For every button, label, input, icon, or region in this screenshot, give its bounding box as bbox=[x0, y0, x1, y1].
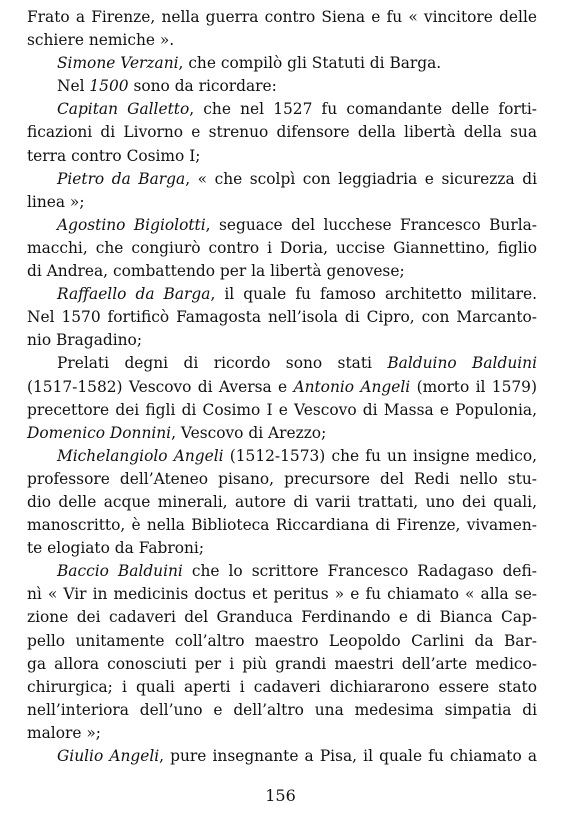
text-run: Nel 1570 fortificò Famagosta nell’isola di Cipro, con Marcanto- bbox=[27, 308, 537, 327]
text-run: sono da ricordare: bbox=[128, 77, 277, 96]
text-line bbox=[27, 445, 537, 468]
text-run: , seguace del lucchese Francesco Burla- bbox=[205, 215, 538, 234]
text-run: macchi, che congiurò contro i Doria, uccise Giannettino, figlio bbox=[27, 238, 537, 257]
text-run: nio Bragadino; bbox=[27, 331, 143, 350]
italic-name: Giulio Angeli bbox=[57, 747, 160, 765]
text-run: , pure insegnante a Pisa, il quale fu chiamato a bbox=[159, 747, 537, 765]
text-run: linea »; bbox=[27, 192, 85, 211]
text-line bbox=[27, 191, 537, 214]
text-run: di Andrea, combattendo per la libertà genovese; bbox=[27, 262, 405, 281]
text-run: nell’interiora dell’uno e dell’altro una medesima simpatia di bbox=[27, 700, 537, 719]
text-run: zione dei cadaveri del Granduca Ferdinando e di Bianca Cap- bbox=[27, 608, 537, 627]
paragraph bbox=[27, 168, 537, 214]
paragraph bbox=[27, 98, 537, 167]
text-run: professore dell’Ateneo pisano, precursore del Redi nello stu- bbox=[27, 469, 537, 488]
text-line bbox=[27, 560, 537, 583]
italic-name: Baccio Balduini bbox=[57, 562, 183, 581]
text-line bbox=[27, 468, 537, 491]
page-number: 156 bbox=[265, 786, 296, 805]
text-line bbox=[27, 514, 537, 537]
text-run: te elogiato da Fabroni; bbox=[27, 539, 204, 558]
text-line bbox=[27, 653, 537, 676]
text-line bbox=[27, 29, 537, 52]
text-run: nì « Vir in medicinis doctus et peritus » e fu chiamato « alla se- bbox=[27, 585, 537, 604]
text-run: , che compilò gli Statuti di Barga. bbox=[178, 54, 442, 73]
text-line bbox=[27, 376, 537, 399]
text-run: schiere nemiche ». bbox=[27, 31, 175, 50]
text-line bbox=[27, 6, 537, 29]
text-line bbox=[27, 491, 537, 514]
text-line bbox=[27, 329, 537, 352]
text-line bbox=[27, 75, 537, 98]
text-run: Frato a Firenze, nella guerra contro Siena e fu « vincitore delle bbox=[27, 8, 537, 26]
italic-name: Raffaello da Barga bbox=[57, 285, 211, 304]
text-line bbox=[27, 699, 537, 722]
italic-name: Antonio Angeli bbox=[293, 377, 411, 396]
paragraph bbox=[27, 75, 537, 98]
text-line bbox=[27, 98, 537, 121]
paragraph bbox=[27, 352, 537, 444]
text-run: (1517-1582) Vescovo di Aversa e bbox=[27, 377, 294, 396]
text-run: pello unitamente coll’altro maestro Leopoldo Carlini da Bar- bbox=[27, 631, 537, 650]
text-run: , il quale fu famoso architetto militare. bbox=[210, 285, 537, 304]
paragraph bbox=[27, 214, 537, 283]
text-run: (morto il 1579) bbox=[410, 377, 537, 396]
text-run: , Vescovo di Arezzo; bbox=[171, 423, 327, 442]
text-line bbox=[27, 537, 537, 560]
text-run: , « che scolpì con leggiadria e sicurezza di bbox=[185, 169, 537, 188]
text-run: Prelati degni di ricordo sono stati bbox=[57, 354, 388, 373]
text-line bbox=[27, 422, 537, 445]
paragraph bbox=[27, 6, 537, 52]
text-line bbox=[27, 121, 537, 144]
page-body bbox=[27, 6, 537, 768]
text-line bbox=[27, 237, 537, 260]
text-line bbox=[27, 260, 537, 283]
paragraph bbox=[27, 283, 537, 352]
text-run: malore »; bbox=[27, 723, 101, 742]
italic-name: Pietro da Barga bbox=[57, 169, 186, 188]
text-run: chirurgica; i quali aperti i cadaveri dichiararono essere stato bbox=[27, 677, 537, 696]
text-run: che lo scrittore Francesco Radagaso defi- bbox=[182, 562, 537, 581]
italic-name: 1500 bbox=[89, 77, 129, 96]
text-run: ga allora conosciuti per i più grandi maestri dell’arte medico- bbox=[27, 654, 537, 673]
text-run: , che nel 1527 fu comandante delle forti- bbox=[189, 100, 537, 119]
text-line bbox=[27, 52, 537, 75]
text-line bbox=[27, 214, 537, 237]
text-line bbox=[27, 145, 537, 168]
paragraph bbox=[27, 745, 537, 768]
paragraph bbox=[27, 445, 537, 560]
text-run: ficazioni di Livorno e strenuo difensore della libertà della sua bbox=[27, 123, 537, 142]
text-line bbox=[27, 306, 537, 329]
italic-name: Domenico Donnini bbox=[27, 423, 172, 442]
paragraph bbox=[27, 52, 537, 75]
text-line bbox=[27, 722, 537, 745]
text-line bbox=[27, 583, 537, 606]
text-line bbox=[27, 352, 537, 375]
text-line bbox=[27, 630, 537, 653]
text-line bbox=[27, 168, 537, 191]
text-run: precettore dei figli di Cosimo I e Vescovo di Massa e Populonia, bbox=[27, 400, 537, 419]
text-run: Nel bbox=[57, 77, 90, 96]
text-line bbox=[27, 606, 537, 629]
text-run: (1512-1573) che fu un insigne medico, bbox=[223, 446, 537, 465]
italic-name: Michelangiolo Angeli bbox=[57, 446, 224, 465]
text-line bbox=[27, 399, 537, 422]
italic-name: Balduino Balduini bbox=[387, 354, 537, 373]
text-line bbox=[27, 745, 537, 768]
text-run: manoscritto, è nella Biblioteca Riccardiana di Firenze, vivamen- bbox=[27, 516, 537, 535]
italic-name: Agostino Bigiolotti bbox=[57, 215, 206, 234]
text-line bbox=[27, 676, 537, 699]
paragraph bbox=[27, 560, 537, 745]
text-run: terra contro Cosimo I; bbox=[27, 146, 201, 165]
italic-name: Simone Verzani bbox=[57, 54, 179, 73]
text-run: dio delle acque minerali, autore di varii trattati, uno dei quali, bbox=[27, 492, 537, 511]
italic-name: Capitan Galletto bbox=[57, 100, 190, 119]
text-line bbox=[27, 283, 537, 306]
